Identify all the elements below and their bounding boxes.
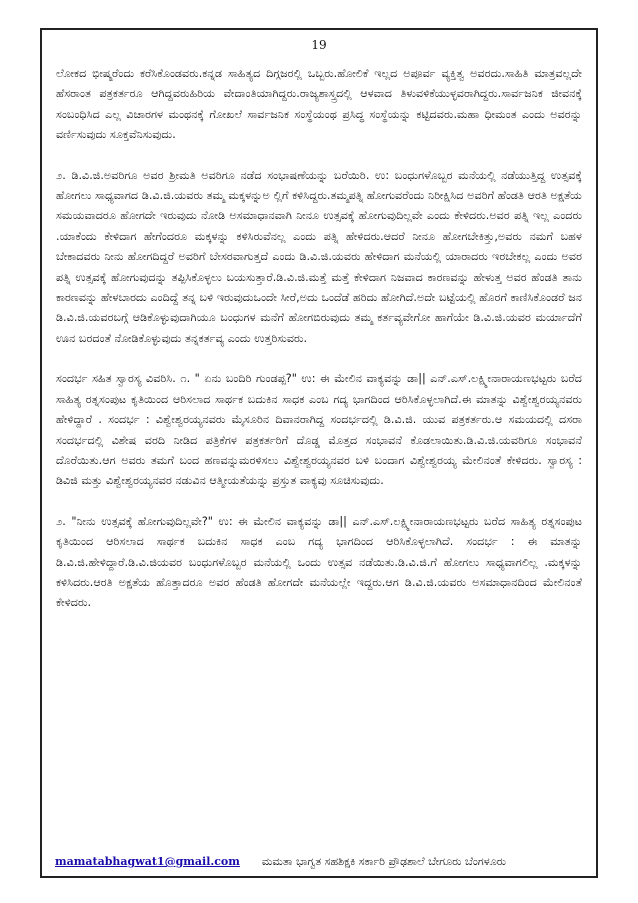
text-line: ನಡೆಯಿತು.ಡಿ.ವಿ.ಜಿ.ಗೆ ಹೋಗಲು ಸಾಧ್ಯವಾಗಲಿಲ್ಲ .ಮಕ್ಕಳನ್ನು ಕಳಿಸಿದರು.ಆರತಿ ಅಕ್ಷತೆಯ ಹೊತ್ತಾದರೂ ಅವರ ಹೆಂಡತಿ	[56, 555, 582, 589]
text-line: ಸಮಯದಲ್ಲಿ ದಸರಾ ಸಂದರ್ಭದಲ್ಲಿ ವಿಶೇಷ ವರದಿ ನೀಡಿದ ಪತ್ರಿಕೆಗಳ ಪತ್ರಕರ್ತರಿಗೆ ದೊಡ್ಡ ಮೊತ್ತದ ಸಂಭಾವನೆ	[56, 413, 583, 447]
page-border	[40, 28, 598, 878]
text-line: ಸಂದರ್ಭ ಸಹಿತ ಸ್ವಾರಸ್ಯ ವಿವರಿಸಿ.	[56, 372, 176, 386]
text-line: ಹೋಗಬೇಕಿತ್ತು,ಅವರು ನಮಗೆ ಬಹಳ ಬೇಕಾದವರು ನೀನು ಹೋಗದಿದ್ದರೆ ಅವರಿಗೆ ಬೇಸರವಾಗುತ್ತದೆ ಎಂದು	[56, 229, 582, 264]
paragraph	[56, 64, 582, 146]
text-line: ಉ: ಈ ಮೇಲಿನ ವಾಕ್ಯವನ್ನು ಡಾ|| ಎನ್.ಎಸ್.ಲಕ್ಷ್ಮೀನಾರಾಯಣಭಟ್ಟರು ಬರೆದ ಸಾಹಿತ್ಯ ರತ್ನಸಂಪುಟ ಕೃತಿಯಿಂದ	[56, 372, 582, 406]
text-line: ೧. " ಏನು ಬಂದಿರಿ ಗುಂಡಪ್ಪ?"	[180, 372, 297, 386]
text-line: ಡಿ.ವಿ.ಜಿ.ಯವರು ಹೇಳಿದಾಗ ಮನೆಯಲ್ಲಿ ಯಾರಾದರು ಇರಬೇಕಲ್ಲ ಎಂದು ಅವರ ಪತ್ನಿ ಉತ್ಸವಕ್ಕೆ ಹೋಗುವುದನ್ನು	[56, 250, 582, 284]
text-line: ಸ್ವಾರಸ್ಯ : ಡಿವಿಜಿ ಮತ್ತು ವಿಶ್ವೇಶ್ವರಯ್ಯನವರ ನಡುವಿನ ಆತ್ಮೀಯತೆಯನ್ನು ಪ್ರಸ್ತುತ ವಾಕ್ಯವು ಸೂಚಿಸುವುದು.	[56, 453, 583, 488]
paragraph	[56, 512, 582, 614]
page-content	[56, 64, 582, 614]
text-line: ಹೇಳಿದ್ದಾರೆ .	[56, 413, 102, 427]
text-line: ಲೋಕದ ಭೀಷ್ಮರೆಂದು ಕರೆಸಿಕೊಂಡವರು.ಕನ್ನಡ ಸಾಹಿತ್ಯದ ದಿಗ್ಗಜರಲ್ಲಿ ಒಬ್ಬರು.ಹೋಲಿಕೆ ಇಲ್ಲದ ಅಪೂರ್ವ ವ್ಯಕ್ತಿತ್ವ	[56, 67, 465, 80]
text-line: ಸಂದರ್ಭ : ವಿಶ್ವೇಶ್ವರಯ್ಯನವರು ಮೈಸೂರಿನ ದಿವಾನರಾಗಿದ್ದ ಸಂದರ್ಭದಲ್ಲಿ ಡಿ.ವಿ.ಜಿ. ಯುವ ಪತ್ರಕರ್ತರು.ಆ	[108, 413, 503, 427]
paragraph	[56, 369, 582, 491]
text-line: ಹೋಗಬಿರುವುದು ತಮ್ಮ ಕರ್ತವ್ಯವೇಗೋ ಹಾಗೆಯೇ ಡಿ.ವಿ.ಜಿ.ಯವರ ಮರ್ಯಾದೆಗೆ ಊನ	[56, 311, 582, 345]
paragraph-gap	[56, 492, 582, 512]
text-line: ಅವರದು.ಸಾಹಿತಿ ಮಾತ್ರವಲ್ಲದೇ ಹೆಸರಾಂತ ಪತ್ರಕರ್ತರೂ ಆಗಿದ್ದವರುಹಿರಿಯ ವೇದಾಂತಿಯಾಗಿದ್ದರು.ರಾಜ್ಯಶಾಸ್ತ್ರದಲ್ಲಿ	[56, 67, 582, 101]
text-line: ಆರಿಸಲಾದ ಸಾರ್ಥಕ ಬದುಕಿನ ಸಾಧಕ ಎಂಬ ಗದ್ಯ ಭಾಗದಿಂದ ಆರಿಸಿಕೊಳ್ಳಲಾಗಿದೆ.ಈ ಮಾತನ್ನು ವಿಶ್ವೇಶ್ವರಯ್ಯನವರು	[172, 392, 583, 406]
text-line: ಕೊಡಲಾಯಿತು.ಡಿ.ವಿ.ಜಿ.ಯವರಿಗೂ ಸಂಭಾವನೆ ದೊರೆಯಿತು.ಆಗ ಅವರು ತಮಗೆ ಬಂದ ಹಣವನ್ನುಮರಳಿಸಲು	[56, 433, 582, 467]
paragraph-gap	[56, 146, 582, 166]
text-line: ವಿಶ್ವೇಶ್ವರಯ್ಯನವರ ಬಳಿ ಬಂದಾಗ ವಿಶ್ವೇಶ್ವರಯ್ಯ ಮೇಲಿನಂತೆ ಕೇಳಿದರು.	[283, 453, 542, 467]
text-line: ಬರದಂತೆ ನೋಡಿಕೊಳ್ಳುವುದು ತನ್ನಕರ್ತವ್ಯ ಎಂದು ಉತ್ತರಿಸುವರು.	[78, 331, 308, 345]
page-footer	[55, 855, 598, 869]
text-line: ಕಾರಣವನ್ನು ಹೇಳಬಾರದು ಎಂದಿದ್ದೆ ತನ್ನ ಬಳಿ ಇರುವುದುಒಂದೇ ಸೀರೆ,ಅದು ಒಂದೆಡೆ ಹರಿದು ಹೋಗಿದೆ.ಅದೇ	[56, 291, 436, 305]
paragraph	[56, 166, 582, 350]
text-line: ಸಂದರ್ಭ : ಈ ಮಾತನ್ನು ಡಿ.ವಿ.ಜಿ.ಹೇಳಿದ್ದಾರೆ.ಡಿ.ವಿ.ಜಿಯವರ ಬಂಧುಗಳೊಬ್ಬರ ಮನೆಯಲ್ಲಿ ಒಂದು ಉತ್ಸವ	[56, 535, 582, 569]
text-line: ಬಟ್ಟೆಯಲ್ಲಿ ಹೊರಗೆ ಕಾಣಿಸಿಕೊಂಡರೆ ಜನ ಡಿ.ವಿ.ಜಿ.ಯವರಬಗ್ಗೆ ಆಡಿಕೊಳ್ಳುವುದಾಗಿಯೂ ಬಂಧುಗಳ ಮನೆಗೆ	[56, 291, 582, 325]
paragraph-gap	[56, 349, 582, 369]
text-line: ಉ: ಬಂಧುಗಳೊಬ್ಬರ ಮನೆಯಲ್ಲಿ ನಡೆಯುತ್ತಿದ್ದ ಉತ್ಸವಕ್ಕೆ ಹೋಗಲು ಸಾಧ್ಯವಾಗದ ಡಿ.ವಿ.ಜಿ.ಯವರು ತಮ್ಮ ಮಕ್ಕಳನ್ನುಅ	[56, 168, 582, 203]
text-line: ಲ್ಲಿಗೆ ಕಳಿಸಿದ್ದರು.ತಮ್ಮಪತ್ನಿ ಹೋಗುವರೆಂದು ನಿರೀಕ್ಷಿಸಿದ ಅವರಿಗೆ ಹೆಂಡತಿ ಆರತಿ ಅಕ್ಷತೆಯ ಸಮಯವಾದರೂ ಹೋಗದೇ	[56, 189, 582, 223]
text-line: ಆರಿಸಲಾದ ಸಾರ್ಥಕ ಬದುಕಿನ ಸಾಧಕ ಎಂಬ ಗದ್ಯ ಭಾಗದಿಂದ ಆರಿಸಿಕೊಳ್ಳಲಾಗಿದೆ.	[106, 535, 454, 549]
text-line: ಇರುವುದು ನೋಡಿ ಅಸಮಾಧಾನವಾಗಿ ನೀನೂ ಉತ್ಸವಕ್ಕೆ ಹೋಗುವುದಿಲ್ಲವೇ ಎಂದು ಕೇಳಿದರು.ಅವರ ಪತ್ನಿ ಇಲ್ಲ	[160, 209, 549, 223]
text-line: ತಪ್ಪಿಸಿಕೊಳ್ಳಲು ಬಯಸುತ್ತಾರೆ.ಡಿ.ವಿ.ಜಿ.ಮತ್ತೆ ಮತ್ತೆ ಕೇಳಿದಾಗ ನಿಜವಾದ ಕಾರಣವನ್ನು ಹೇಳುತ್ತ ಅವರ ಹೆಂಡತಿ ತಾನು	[171, 270, 583, 284]
text-line: ಸಾರ್ವಜನಿಕ ಸಂಸ್ಥೆಯಂಥ ಪ್ರಸಿದ್ಧ ಸಂಸ್ಥೆಯನ್ನು ಕಟ್ಟಿದವರು.ಮಹಾ ಧೀಮಂತ ಎಂದು ಅವರನ್ನು ವರ್ಣಿಸುವುದು	[56, 107, 583, 142]
page-number: 19	[311, 38, 327, 52]
text-line: ಎಂದರು .ಯಾಕೆಂದು ಕೇಳಿದಾಗ ಹೇಗೆಂದರೂ ಮಕ್ಕಳನ್ನು ಕಳಿಸಿರುವೆನಲ್ಲ ಎಂದು ಪತ್ನಿ ಹೇಳಿದರು.ಆದರೆ ನೀನೂ	[56, 209, 583, 243]
author-email-link[interactable]: mamatabhagwat1@gmail.com	[55, 855, 240, 868]
text-line: ಸೂಕ್ತವೆನಿಸುವುದು.	[109, 128, 176, 142]
author-credit: ಮಮತಾ ಭಾಗ್ವತ ಸಹಶಿಕ್ಷಕಿ ಸರ್ಕಾರಿ ಪ್ರೌಢಶಾಲೆ ಬೇಗೂರು ಬೆಂಗಳೂರು	[261, 855, 507, 868]
text-line: ೨. "ನೀನು ಉತ್ಸವಕ್ಕೆ ಹೋಗುವುದಿಲ್ಲವೇ?"	[56, 514, 213, 528]
text-line: ಉ: ಈ ಮೇಲಿನ ವಾಕ್ಯವನ್ನು ಡಾ|| ಎನ್.ಎಸ್.ಲಕ್ಷ್ಮೀನಾರಾಯಣಭಟ್ಟರು ಬರೆದ ಸಾಹಿತ್ಯ ರತ್ನಸಂಪುಟ ಕೃತಿಯಿಂದ	[56, 514, 582, 549]
text-line: ಹೋಗದೇ ಮನೆಯಲ್ಲೇ ಇದ್ದರು.ಆಗ ಡಿ.ವಿ.ಜಿ.ಯವರು ಅಸಮಾಧಾನದಿಂದ ಮೇಲಿನಂತೆ ಕೇಳಿದರು.	[56, 575, 582, 610]
text-line: ೨. ಡಿ.ವಿ.ಜಿ.ಅವರಿಗೂ ಅವರ ಶ್ರೀಮತಿ ಅವರಿಗೂ ನಡೆದ ಸಂಭಾಷಣೆಯನ್ನು ಬರೆಯಿರಿ.	[56, 168, 370, 182]
text-line: ಆಳವಾದ ತಿಳುವಳಿಕೆಯುಳ್ಳವರಾಗಿದ್ದರು.ಸಾರ್ವಜನಿಕ ಜೀವನಕ್ಕೆ ಸಂಬಂಧಿಸಿದ ಎಲ್ಲ ವಿಚಾರಗಳ ಮಂಥನಕ್ಕೆ ಗೋಖಲೆ	[56, 87, 582, 121]
